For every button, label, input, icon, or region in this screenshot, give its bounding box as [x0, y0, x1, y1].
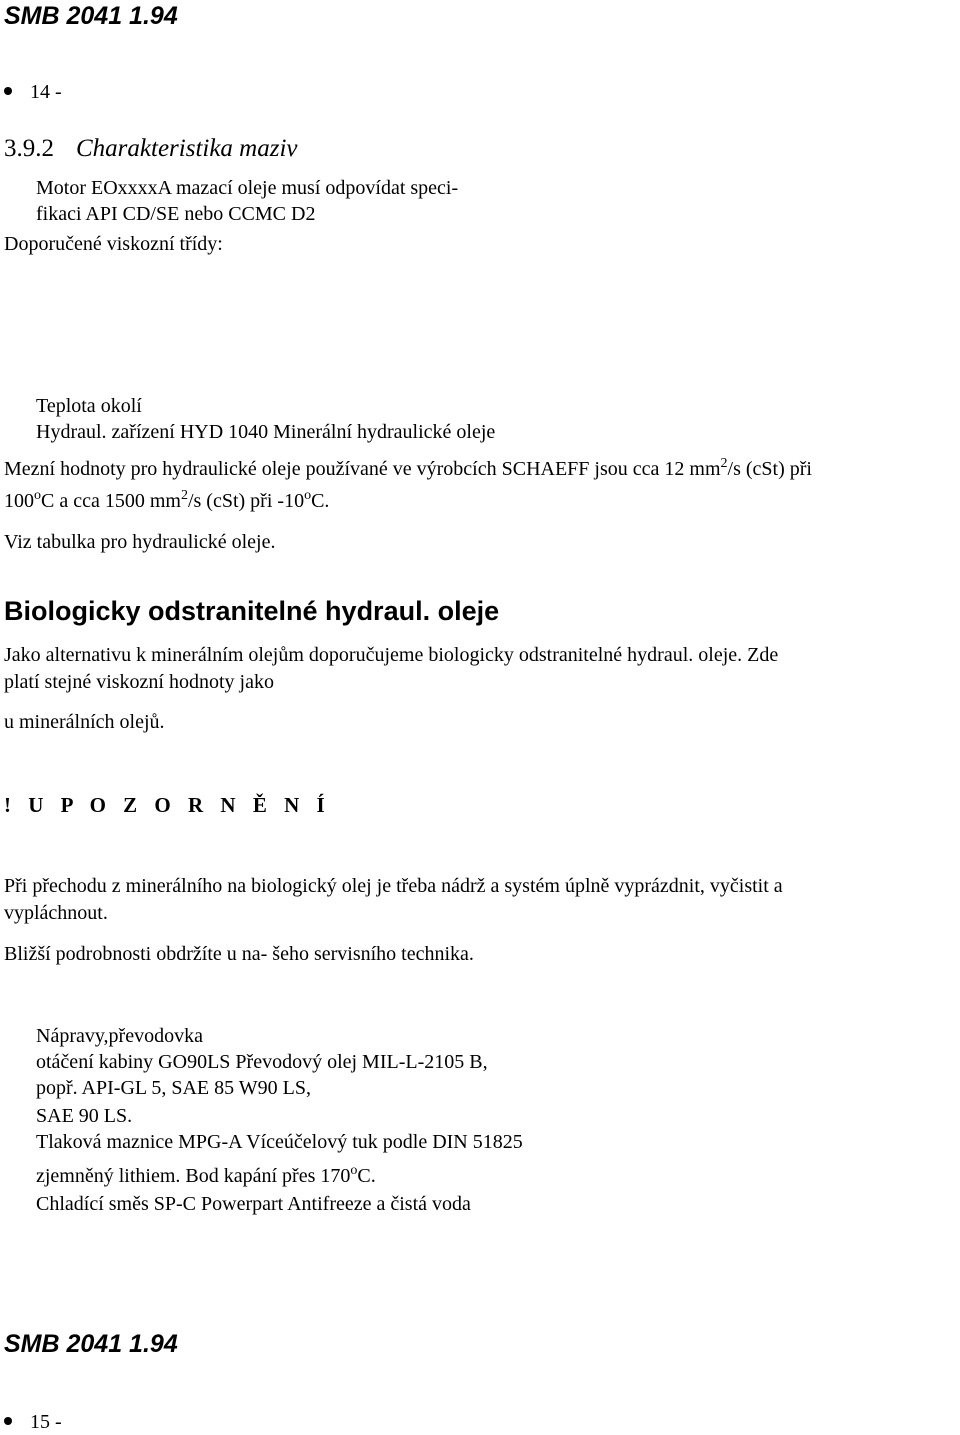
bio-line-2: platí stejné viskozní hodnoty jako — [4, 671, 274, 693]
bullet-icon — [4, 1417, 12, 1425]
limits-text-b: /s (cSt) při — [727, 458, 812, 480]
footer-page-number — [4, 1410, 62, 1434]
axles-line-2: otáčení kabiny GO90LS Převodový olej MIL-L-2105 B, — [36, 1051, 488, 1073]
warning-title: ! U P O Z O R N Ě N Í — [4, 793, 331, 817]
viscosity-label: Doporučené viskozní třídy: — [4, 233, 223, 255]
superscript-2: 2 — [720, 456, 728, 471]
limits-text-d: C a cca 1500 mm — [41, 490, 181, 512]
document-header-title: SMB 2041 1.94 — [4, 2, 178, 30]
footer-title: SMB 2041 1.94 — [4, 1330, 178, 1358]
axles-line-1: Nápravy,převodovka — [36, 1025, 203, 1047]
superscript-o-2: o — [304, 488, 312, 503]
axles-line-6-text-b: C. — [357, 1165, 376, 1187]
page-number-text: 14 - — [30, 81, 62, 103]
superscript-2b: 2 — [180, 488, 188, 503]
limits-line-2 — [4, 489, 329, 516]
warning-line-1: Při přechodu z minerálního na biologický olej je třeba nádrž a systém úplně vyprázdnit, vyčistit a — [4, 875, 783, 897]
bio-line-3: u minerálních olejů. — [4, 711, 165, 733]
axles-line-5: Tlaková maznice MPG-A Víceúčelový tuk podle DIN 51825 — [36, 1131, 523, 1153]
superscript-o: o — [34, 488, 41, 503]
superscript-o-3: o — [350, 1163, 358, 1178]
axles-line-7: Chladící směs SP-C Powerpart Antifreeze a čistá voda — [36, 1193, 471, 1215]
bullet-icon — [4, 87, 12, 95]
table-reference: Viz tabulka pro hydraulické oleje. — [4, 531, 276, 553]
section-title — [4, 135, 298, 163]
intro-line-1: Motor EOxxxxA mazací oleje musí odpovídat speci- — [36, 177, 459, 199]
ambient-temperature-label: Teplota okolí — [36, 395, 142, 417]
page-number — [4, 80, 62, 104]
bio-heading: Biologicky odstranitelné hydraul. oleje — [4, 596, 500, 626]
warning-line-2: vypláchnout. — [4, 902, 108, 924]
footer-page-number-text: 15 - — [30, 1411, 62, 1433]
intro-line-2: fikaci API CD/SE nebo CCMC D2 — [36, 203, 316, 225]
limits-line-1 — [4, 457, 812, 484]
axles-line-3: popř. API-GL 5, SAE 85 W90 LS, — [36, 1077, 311, 1099]
axles-line-6 — [36, 1164, 376, 1191]
bio-line-1: Jako alternativu k minerálním olejům doporučujeme biologicky odstranitelné hydraul. oleje. Zde — [4, 644, 779, 666]
axles-line-4: SAE 90 LS. — [36, 1105, 133, 1127]
section-number: 3.9.2 — [4, 135, 54, 162]
warning-line-3: Bližší podrobnosti obdržíte u na- šeho servisního technika. — [4, 943, 474, 965]
limits-text-c: 100 — [4, 490, 34, 512]
limits-text-a: Mezní hodnoty pro hydraulické oleje používané ve výrobcích SCHAEFF jsou cca 12 mm — [4, 458, 721, 480]
axles-line-6-text-a: zjemněný lithiem. Bod kapání přes 170 — [36, 1165, 351, 1187]
limits-text-f: C. — [311, 490, 330, 512]
hydraulic-line: Hydraul. zařízení HYD 1040 Minerální hydraulické oleje — [36, 421, 496, 443]
limits-text-e: /s (cSt) při -10 — [187, 490, 305, 512]
section-title-text: Charakteristika maziv — [76, 135, 298, 162]
